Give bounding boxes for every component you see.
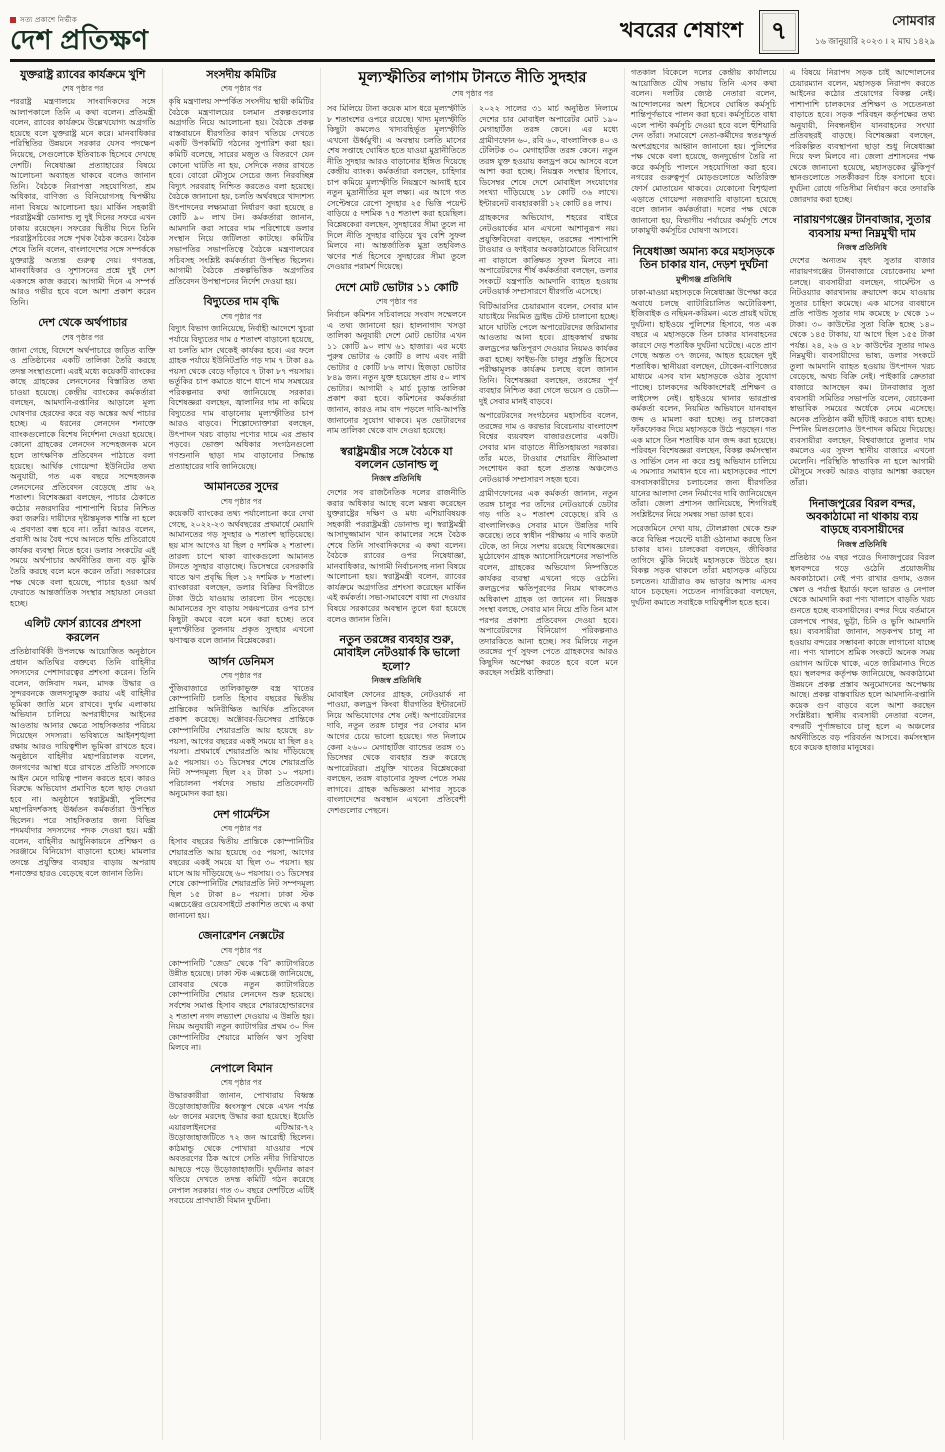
article-headline: নেপালে বিমান xyxy=(210,1062,273,1075)
article-headline: জেনারেশন নেক্সটের xyxy=(198,930,285,943)
article-body: গতকাল বিকেলে দলের কেন্দ্রীয় কার্যালয়ে আয়োজিত যৌথ সভায় তিনি এসব কথা বলেন। দলটির জ্যেষ্ঠ নেতারা বলেন, আন্দোলনের অংশ হিসেবে ঘোষিত কর্মসূচি শান্তিপূর্ণভাবে পালন করা হবে। কর্মসূচিতে বাধা এলে পাল্টা কর্মসূচি দেওয়া হবে বলে হুঁশিয়ারি দেন তাঁরা। সমাবেশে নেতা-কর্মীদের স্বতঃস্ফূর্ত অংশগ্রহণের আহ্বান জানানো হয়। পুলিশের পক্ষ থেকে বলা হয়েছে, জনদুর্ভোগ তৈরি না করে কর্মসূচি পালনে সহযোগিতা করা হবে। নগরের গুরুত্বপূর্ণ মোড়গুলোতে অতিরিক্ত ফোর্স মোতায়েন থাকবে। যেকোনো বিশৃঙ্খলা এড়াতে গোয়েন্দা নজরদারি বাড়ানো হয়েছে বলে জানান কর্মকর্তারা। দলের পক্ষ থেকে জানানো হয়, বিভাগীয় পর্যায়ের কর্মসূচি শেষে ঢাকামুখী কর্মসূচির ঘোষণা আসবে। xyxy=(631,68,777,236)
article-headline: আমানতের সুদের xyxy=(204,481,279,494)
article-headline: দেশে মোট ভোটার ১১ কোটি xyxy=(335,281,458,294)
article-byline: নিজস্ব প্রতিনিধি xyxy=(837,242,887,252)
date-block xyxy=(815,12,935,52)
article-body: পুঁজিবাজারে তালিকাভুক্ত বস্ত্র খাতের কোম্পানিটি চলতি হিসাব বছরের দ্বিতীয় প্রান্তিকের অনিরীক্ষিত আর্থিক প্রতিবেদন প্রকাশ করেছে। অক্টোবর-ডিসেম্বর প্রান্তিকে কোম্পানিটির শেয়ারপ্রতি আয় হয়েছে ৪৮ পয়সা, আগের বছরের একই সময়ে যা ছিল ৪২ পয়সা। প্রথমার্ধে শেয়ারপ্রতি আয় দাঁড়িয়েছে ৯৫ পয়সায়। ৩১ ডিসেম্বর শেষে শেয়ারপ্রতি নিট সম্পদমূল্য ছিল ২২ টাকা ১০ পয়সা। পরিচালনা পর্ষদের সভায় প্রতিবেদনটি অনুমোদন করা হয়। xyxy=(168,683,314,799)
column-divider xyxy=(472,104,473,1440)
column-divider xyxy=(320,68,321,1440)
article-body: অপারেটরদের সংগঠনের মহাসচিব বলেন, তরঙ্গের দাম ও করভার বিবেচনায় বাংলাদেশ বিশ্বের ব্যয়বহুল বাজারগুলোর একটি। সেবার মান বাড়াতে নীতিসহায়তা দরকার। তাঁর মতে, টাওয়ার শেয়ারিং নীতিমালা সংশোধন করা হলে প্রত্যন্ত অঞ্চলেও নেটওয়ার্ক সম্প্রসারণ সহজ হবে। xyxy=(479,411,618,484)
article-body: বিদ্যুৎ বিভাগ জানিয়েছে, নির্বাহী আদেশে খুচরা পর্যায়ে বিদ্যুতের দাম ৫ শতাংশ বাড়ানো হয়েছে, যা চলতি মাস থেকেই কার্যকর হবে। এর ফলে গ্রাহক পর্যায়ে ইউনিটপ্রতি গড় দাম ৭ টাকা ৪৯ পয়সা থেকে বেড়ে দাঁড়াবে ৭ টাকা ৮৭ পয়সায়। ভর্তুকির চাপ কমাতে ধাপে ধাপে দাম সমন্বয়ের পরিকল্পনার কথা জানিয়েছে সরকার। বিশেষজ্ঞরা বলছেন, জ্বালানির দাম না কমিয়ে বিদ্যুতের দাম বাড়ানোয় মূল্যস্ফীতির চাপ আরও বাড়বে। শিল্পোদ্যোক্তারা বলছেন, উৎপাদন খরচ বাড়ায় পণ্যের দামে এর প্রভাব পড়বে। ভোক্তা অধিকার সংগঠনগুলো গণশুনানি ছাড়া দাম বাড়ানোর সিদ্ধান্ত প্রত্যাহারের দাবি জানিয়েছে। xyxy=(168,324,314,471)
column-divider xyxy=(624,68,625,1440)
article-body: বিটিআরসির চেয়ারম্যান বলেন, সেবার মান যাচাইয়ে নিয়মিত ড্রাইভ টেস্ট চালানো হচ্ছে। মানে ঘাটতি পেলে অপারেটরদের জরিমানার আওতায় আনা হবে। গ্রাহকস্বার্থ রক্ষায় কলড্রপের ক্ষতিপূরণ দেওয়ার নিয়মও কার্যকর করা হচ্ছে। ফাইভ-জি চালুর প্রস্তুতি হিসেবে পরীক্ষামূলক কার্যক্রম চলছে বলে জানান তিনি। বিশেষজ্ঞরা বলছেন, তরঙ্গের পূর্ণ ব্যবহার নিশ্চিত করা গেলে ভয়েস ও ডেটা— দুই সেবার মানই বাড়বে। xyxy=(479,301,618,406)
article-body: কোম্পানিটি “জেড” থেকে “বি” ক্যাটাগরিতে উন্নীত হয়েছে। ঢাকা স্টক এক্সচেঞ্জ জানিয়েছে, রোববার থেকে নতুন ক্যাটাগরিতে কোম্পানিটির শেয়ার লেনদেন শুরু হয়েছে। সর্বশেষ সমাপ্ত হিসাব বছরে শেয়ারহোল্ডারদের ২ শতাংশ নগদ লভ্যাংশ দেওয়ায় এ উন্নতি হয়। নিয়ম অনুযায়ী নতুন ক্যাটাগরির প্রথম ৩০ দিন কোম্পানিটির শেয়ারে মার্জিন ঋণ সুবিধা মিলবে না। xyxy=(168,958,314,1053)
page-number-box xyxy=(759,10,799,54)
weekday: সোমবার xyxy=(891,13,935,28)
article-byline: মুন্সীগঞ্জ প্রতিনিধি xyxy=(676,274,732,284)
article-body: এ বিষয়ে নিরাপদ সড়ক চাই আন্দোলনের চেয়ারম্যান বলেন, মহাসড়ক নিরাপদ করতে আইনের কঠোর প্রয়োগের বিকল্প নেই। পাশাপাশি চালকদের প্রশিক্ষণ ও সচেতনতা বাড়াতে হবে। সড়ক পরিবহন কর্তৃপক্ষের তথ্য অনুযায়ী, নিবন্ধনহীন যানবাহনের সংখ্যা প্রতিবছরই বাড়ছে। বিশেষজ্ঞরা বলছেন, পরিকল্পিত ব্যবস্থাপনা ছাড়া শুধু নিষেধাজ্ঞা দিয়ে ফল মিলবে না। জেলা প্রশাসনের পক্ষ থেকে জানানো হয়েছে, মহাসড়কের ঝুঁকিপূর্ণ স্থানগুলোতে সতর্কীকরণ চিহ্ন বসানো হবে। দুর্ঘটনা রোধে গতিসীমা নির্ধারণ করে তদারকি জোরদার করা হচ্ছে। xyxy=(789,68,935,204)
section-title: খবরের শেষাংশ xyxy=(619,18,743,42)
article-body: ঢাকা-মাওয়া মহাসড়কে নিষেধাজ্ঞা উপেক্ষা করে অবাধে চলছে ব্যাটারিচালিত অটোরিকশা, ইজিবাইক ও নছিমন-করিমন। এতে প্রায়ই ঘটছে দুর্ঘটনা। হাইওয়ে পুলিশের হিসাবে, গত এক বছরে এ মহাসড়কে তিন চাকার যানবাহনের কারণে দেড় শতাধিক দুর্ঘটনা ঘটেছে। এতে প্রাণ গেছে অন্তত ৩৭ জনের, আহত হয়েছেন দুই শতাধিক। স্থানীয়রা বলছেন, টোকেন-বাণিজ্যের মাধ্যমে এসব যান মহাসড়কে ওঠার সুযোগ পাচ্ছে। চালকদের অধিকাংশেরই প্রশিক্ষণ ও লাইসেন্স নেই। হাইওয়ে থানার ভারপ্রাপ্ত কর্মকর্তা বলেন, নিয়মিত অভিযানে যানবাহন জব্দ ও মামলা করা হচ্ছে। তবু চালকেরা ফাঁকফোকর দিয়ে মহাসড়কে উঠে পড়ছেন। গত এক মাসে তিন শতাধিক যান জব্দ করা হয়েছে। পরিবহন বিশেষজ্ঞরা বলছেন, বিকল্প কর্মসংস্থান ও সার্ভিস লেন না করে শুধু অভিযান চালিয়ে এ সমস্যার সমাধান হবে না। মহাসড়কের পাশে বসবাসকারীদের চলাচলের জন্য ধীরগতির যানের আলাদা লেন নির্মাণের দাবি জানিয়েছেন তাঁরা। জেলা প্রশাসন জানিয়েছে, শিগগিরই সংশ্লিষ্টদের নিয়ে সমন্বয় সভা ডাকা হবে। xyxy=(631,288,777,519)
article-byline: নিজস্ব প্রতিনিধি xyxy=(371,676,422,686)
article-body: দেশের অন্যতম বৃহৎ সুতার বাজার নারায়ণগঞ্জের টানবাজারে বেচাকেনায় মন্দা চলছে। ব্যবসায়ীরা বলছেন, গার্মেন্টস ও নিটওয়্যার কারখানায় ক্রয়াদেশ কমে যাওয়ায় সুতার চাহিদা কমেছে। এক মাসের ব্যবধানে প্রতি পাউন্ড সুতার দাম কমেছে ৮ থেকে ১০ টাকা। ৩০ কাউন্টের সুতা বিক্রি হচ্ছে ১৪০ থেকে ১৪৫ টাকায়, যা আগে ছিল ১৫৫ টাকা পর্যন্ত। ২৪, ২৬ ও ২৮ কাউন্টের সুতার দামও নিম্নমুখী। ব্যবসায়ীদের ভাষ্য, ডলার সংকটে তুলা আমদানি ব্যাহত হওয়ায় উৎপাদন খরচ বেড়েছে, অথচ বিক্রি নেই। পাইকারি ক্রেতারা বাজারে আসছেন কম। টানবাজার সুতা ব্যবসায়ী সমিতির সভাপতি বলেন, বেচাকেনা স্বাভাবিক সময়ের অর্ধেকে নেমে এসেছে। অনেক প্রতিষ্ঠান কর্মী ছাঁটাই করতে বাধ্য হচ্ছে। স্পিনিং মিলগুলোও উৎপাদন কমিয়ে দিয়েছে। ব্যবসায়ীরা বলছেন, বিশ্ববাজারে তুলার দাম কমলেও এর সুফল স্থানীয় বাজারে এখনো মেলেনি। পরিস্থিতি স্বাভাবিক না হলে আগামী মৌসুমে সংকট আরও বাড়ার আশঙ্কা করছেন তাঁরা। xyxy=(789,256,935,487)
header-right xyxy=(620,10,935,54)
article-columns xyxy=(10,62,935,1440)
date-line: ১৬ জানুয়ারি ২০২৩ । ২ মাঘ ১৪২৯ xyxy=(814,36,935,46)
article-body: গ্রামীণফোনের এক কর্মকর্তা জানান, নতুন তরঙ্গ চালুর পর তাঁদের নেটওয়ার্কে ডেটার গড় গতি ২০ শতাংশ বেড়েছে। রবি ও বাংলালিংকও সেবার মানে উন্নতির দাবি করেছে। তবে স্বাধীন পরীক্ষায় এ দাবি কতটা টেকে, তা নিয়ে সংশয় রয়েছে বিশেষজ্ঞদের। মুঠোফোন গ্রাহক অ্যাসোসিয়েশনের সভাপতি বলেন, গ্রাহকের অভিযোগ নিষ্পত্তিতে কার্যকর ব্যবস্থা এখনো গড়ে ওঠেনি। কলড্রপের ক্ষতিপূরণের নিয়ম থাকলেও অধিকাংশ গ্রাহক তা জানেন না। নিয়ন্ত্রক সংস্থা বলছে, সেবার মান নিয়ে প্রতি তিন মাস পরপর প্রকাশ্য প্রতিবেদন দেওয়া হবে। অপারেটরদের বিনিয়োগ পরিকল্পনাও তদারকিতে আনা হচ্ছে। সব মিলিয়ে নতুন তরঙ্গের পূর্ণ সুফল পেতে গ্রাহকদের আরও কিছুদিন অপেক্ষা করতে হবে বলে মনে করছেন সংশ্লিষ্ট ব্যক্তিরা। xyxy=(479,489,618,678)
article-headline: স্বরাষ্ট্রমন্ত্রীর সঙ্গে বৈঠকে যা বললেন ডোনাল্ড লু xyxy=(340,445,453,472)
article-headline: দেশ গার্মেন্টস xyxy=(212,808,270,821)
continuation-note: শেষ পৃষ্ঠার পর xyxy=(62,84,104,94)
article-body: দেশের সব রাজনৈতিক দলের রাজনীতি করার অধিকার আছে বলে মন্তব্য করেছেন যুক্তরাষ্ট্রের দক্ষিণ ও মধ্য এশিয়াবিষয়ক সহকারী পররাষ্ট্রমন্ত্রী ডোনাল্ড লু। স্বরাষ্ট্রমন্ত্রী আসাদুজ্জামান খান কামালের সঙ্গে বৈঠক শেষে তিনি সাংবাদিকদের এ কথা বলেন। বৈঠকে র‍্যাবের ওপর নিষেধাজ্ঞা, মানবাধিকার, আগামী নির্বাচনসহ নানা বিষয়ে আলোচনা হয়। স্বরাষ্ট্রমন্ত্রী বলেন, র‍্যাবের কার্যক্রমে অগ্রগতির প্রশংসা করেছেন মার্কিন এই কর্মকর্তা। সভা-সমাবেশে বাধা না দেওয়ার বিষয়ে সরকারের অবস্থান তুলে ধরা হয়েছে বলেও জানান তিনি। xyxy=(327,487,466,624)
article-body: জানা গেছে, বিদেশে অর্থপাচারে জড়িত ব্যক্তি ও প্রতিষ্ঠানের একটি তালিকা তৈরি করছে তদন্ত সংস্থাগুলো। এরই মধ্যে কয়েকটি ব্যাংকের কাছে গ্রাহকের লেনদেনের বিস্তারিত তথ্য চাওয়া হয়েছে। কেন্দ্রীয় ব্যাংকের কর্মকর্তারা বলছেন, আমদানি-রপ্তানির আড়ালে মূল্য ঘোষণার হেরফের করে বড় অঙ্কের অর্থ পাচার হচ্ছে। এ ধরনের লেনদেন শনাক্তে ব্যাংকগুলোকে বিশেষ নির্দেশনা দেওয়া হয়েছে। কোনো গ্রাহকের লেনদেন সন্দেহজনক মনে হলে তাৎক্ষণিক প্রতিবেদন পাঠাতে বলা হয়েছে। আর্থিক গোয়েন্দা ইউনিটের তথ্য অনুযায়ী, গত এক বছরে সন্দেহজনক লেনদেনের প্রতিবেদন বেড়েছে প্রায় ৬২ শতাংশ। বিশেষজ্ঞরা বলছেন, পাচার ঠেকাতে কঠোর নজরদারির পাশাপাশি বিচার নিশ্চিত করা জরুরি। দায়ীদের দৃষ্টান্তমূলক শাস্তি না হলে এ প্রবণতা বন্ধ হবে না। তাঁরা আরও বলেন, প্রবাসী আয় বৈধ পথে আনতে হুন্ডি প্রতিরোধে কার্যকর ব্যবস্থা নিতে হবে। ডলার সংকটের এই সময়ে অর্থপাচার অর্থনীতির জন্য বড় ঝুঁকি তৈরি করছে বলে মনে করেন তাঁরা। সরকারের পক্ষ থেকে বলা হয়েছে, পাচার হওয়া অর্থ ফেরাতে আন্তর্জাতিক সংস্থার সহায়তা নেওয়া হচ্ছে। xyxy=(10,345,156,608)
article-body: ২০২২ সালের ৩১ মার্চ অনুষ্ঠিত নিলামে দেশের চার মোবাইল অপারেটর মোট ১৯০ মেগাহার্টজ তরঙ্গ কেনে। এর মধ্যে গ্রামীণফোন ৬০, রবি ৬০, বাংলালিংক ৪০ ও টেলিটক ৩০ মেগাহার্টজ তরঙ্গ কেনে। নতুন তরঙ্গ যুক্ত হওয়ায় কলড্রপ কমে আসবে বলে আশা করা হচ্ছে। নিয়ন্ত্রক সংস্থার হিসাবে, ডিসেম্বর শেষে দেশে মোবাইল সংযোগের সংখ্যা দাঁড়িয়েছে ১৮ কোটি ৩৬ লাখে। ইন্টারনেট ব্যবহারকারী ১২ কোটি ৪৪ লাখ। xyxy=(479,104,618,208)
masthead xyxy=(10,14,148,54)
continuation-note: শেষ পৃষ্ঠার পর xyxy=(220,84,262,94)
continuation-note: শেষ পৃষ্ঠার পর xyxy=(375,297,418,307)
center-spread xyxy=(327,68,618,1440)
article-headline: দিনাজপুরের বিরল বন্দর, অবকাঠামো না থাকায় ব্যয় বাড়ছে ব্যবসায়ীদের xyxy=(806,497,919,537)
article-body: পররাষ্ট্র মন্ত্রণালয়ে সাংবাদিকদের সঙ্গে আলাপকালে তিনি এ কথা বলেন। প্রতিমন্ত্রী বলেন, র‍্যাবের কার্যক্রমে উল্লেখযোগ্য অগ্রগতি হয়েছে বলে যুক্তরাষ্ট্র মনে করে। মানবাধিকার পরিস্থিতির উন্নয়নে সরকার যেসব পদক্ষেপ নিয়েছে, সেগুলোকে ইতিবাচক হিসেবে দেখছে দেশটি। নিষেধাজ্ঞা প্রত্যাহারের বিষয়ে আলোচনা অব্যাহত থাকবে বলেও জানান তিনি। বৈঠকে নিরাপত্তা সহযোগিতা, শ্রম অধিকার, বাণিজ্য ও বিনিয়োগসহ দ্বিপক্ষীয় নানা বিষয়ে আলোচনা হয়। মার্কিন সহকারী পররাষ্ট্রমন্ত্রী ডোনাল্ড লু দুই দিনের সফরে এখন ঢাকায় রয়েছেন। সফরের দ্বিতীয় দিনে তিনি পররাষ্ট্রসচিবের সঙ্গে পৃথক বৈঠক করেন। বৈঠক শেষে তিনি বলেন, বাংলাদেশের সঙ্গে সম্পর্ককে যুক্তরাষ্ট্র অত্যন্ত গুরুত্ব দেয়। গণতন্ত্র, মানবাধিকার ও সুশাসনের প্রশ্নে দুই দেশ একসঙ্গে কাজ করবে। আগামী দিনে এ সম্পর্ক আরও গভীর হবে বলে আশা প্রকাশ করেন তিনি। xyxy=(10,97,156,307)
column-divider xyxy=(162,68,163,1440)
continuation-note: শেষ পৃষ্ঠার পর xyxy=(220,945,262,955)
continuation-note: শেষ পৃষ্ঠার পর xyxy=(451,89,494,98)
continuation-note: শেষ পৃষ্ঠার পর xyxy=(220,670,262,680)
article-body: হিসাব বছরের দ্বিতীয় প্রান্তিকে কোম্পানিটির শেয়ারপ্রতি আয় হয়েছে ৩৫ পয়সা, আগের বছরের একই সময়ে যা ছিল ৩০ পয়সা। ছয় মাসে আয় দাঁড়িয়েছে ৬০ পয়সায়। ৩১ ডিসেম্বর শেষে কোম্পানিটির শেয়ারপ্রতি নিট সম্পদমূল্য ছিল ১৫ টাকা ৪০ পয়সা। ঢাকা স্টক এক্সচেঞ্জের ওয়েবসাইটে প্রকাশিত তথ্যে এ কথা জানানো হয়। xyxy=(168,837,314,920)
article-headline: এলিট ফোর্স র‍্যাবের প্রশংসা করলেন xyxy=(24,618,142,644)
article-body: মোবাইল ফোনের গ্রাহক, নেটওয়ার্ক না পাওয়া, কলড্রপ কিংবা ধীরগতির ইন্টারনেট নিয়ে অভিযোগের শেষ নেই। অপারেটরদের দাবি, নতুন তরঙ্গ চালুর পর সেবার মান আগের চেয়ে ভালো হয়েছে। গত নিলামে কেনা ২৬০০ মেগাহার্টজ ব্যান্ডের তরঙ্গ ৩১ ডিসেম্বর থেকে ব্যবহার শুরু করেছে অপারেটররা। প্রযুক্তি খাতের বিশ্লেষকেরা বলছেন, তরঙ্গ বাড়ানোর সুফল পেতে সময় লাগবে। গ্রাহক অভিজ্ঞতা মাপার সূচকে বাংলাদেশের অবস্থান এখনো প্রতিবেশী দেশগুলোর পেছনে। xyxy=(327,689,466,815)
article-body: নির্বাচন কমিশন সচিবালয়ে সংবাদ সম্মেলনে এ তথ্য জানানো হয়। হালনাগাদ খসড়া তালিকা অনুযায়ী দেশে মোট ভোটার এখন ১১ কোটি ৯০ লাখ ৬১ হাজার। এর মধ্যে পুরুষ ভোটার ৬ কোটি ৪ লাখ এবং নারী ভোটার ৫ কোটি ৮৬ লাখ। হিজড়া ভোটার ৮৪৯ জন। নতুন যুক্ত হয়েছেন প্রায় ৫০ লাখ ভোটার। আগামী ২ মার্চ চূড়ান্ত তালিকা প্রকাশ করা হবে। কমিশনের কর্মকর্তারা জানান, কারও নাম বাদ পড়লে দাবি-আপত্তি জানানোর সুযোগ থাকবে। মৃত ভোটারদের নাম তালিকা থেকে বাদ দেওয়া হয়েছে। xyxy=(327,310,466,436)
continuation-note: শেষ পৃষ্ঠার পর xyxy=(220,496,262,506)
column-6 xyxy=(790,68,936,1440)
article-headline: দেশ থেকে অর্থপাচার xyxy=(38,317,128,330)
article-headline: নতুন তরঙ্গের ব্যবহার শুরু, মোবাইল নেটওয়ার্ক কি ভালো হলো? xyxy=(333,634,460,673)
article-body: কয়েকটি ব্যাংকের তথ্য পর্যালোচনা করে দেখা গেছে, ২০২২-২৩ অর্থবছরের প্রথমার্ধে মেয়াদি আমানতের গড় সুদহার ৬ শতাংশ ছাড়িয়েছে। ছয় মাস আগেও যা ছিল ৫ দশমিক ২ শতাংশ। তারল্য চাপে থাকা ব্যাংকগুলো আমানত টানতে সুদহার বাড়াচ্ছে। ডিসেম্বরে বেসরকারি খাতে ঋণ প্রবৃদ্ধি ছিল ১২ দশমিক ৮ শতাংশ। ব্যাংকাররা বলছেন, ডলার বিক্রির বিপরীতে টাকা উঠে যাওয়ায় তারল্যে টান পড়েছে। আমানতের সুদ বাড়ায় সঞ্চয়পত্রের ওপর চাপ কিছুটা কমবে বলে মনে করা হচ্ছে। তবে মূল্যস্ফীতির তুলনায় প্রকৃত সুদহার এখনো ঋণাত্মক বলে জানান বিশ্লেষকেরা। xyxy=(168,509,314,645)
article-body: প্রতিষ্ঠাবার্ষিকী উপলক্ষে আয়োজিত অনুষ্ঠানে প্রধান অতিথির বক্তব্যে তিনি বাহিনীর সদস্যদের পেশাদারত্বের প্রশংসা করেন। তিনি বলেন, জঙ্গিবাদ দমন, মাদক উদ্ধার ও সুন্দরবনকে জলদস্যুমুক্ত করায় এই বাহিনীর ভূমিকা জাতি মনে রাখবে। দুর্গম এলাকায় অভিযান চালিয়ে অপরাধীদের আইনের আওতায় আনার ক্ষেত্রে সাহসিকতার পরিচয় দিয়েছেন সদস্যরা। ভবিষ্যতে আইনশৃঙ্খলা রক্ষায় আরও দায়িত্বশীল ভূমিকা রাখতে হবে। অনুষ্ঠানে বাহিনীর মহাপরিচালক বলেন, জনগণের আস্থা ধরে রাখতে প্রতিটি সদস্যকে আইন মেনে দায়িত্ব পালন করতে হবে। কারও বিরুদ্ধে অভিযোগ প্রমাণিত হলে ছাড় দেওয়া হবে না। অনুষ্ঠানে স্বরাষ্ট্রমন্ত্রী, পুলিশের মহাপরিদর্শকসহ ঊর্ধ্বতন কর্মকর্তারা উপস্থিত ছিলেন। পরে সাহসিকতার জন্য বিভিন্ন পদমর্যাদার সদস্যদের পদক দেওয়া হয়। মন্ত্রী বলেন, বাহিনীর আধুনিকায়নে প্রশিক্ষণ ও সরঞ্জামে বিনিয়োগ বাড়ানো হচ্ছে। মামলার তদন্তে প্রযুক্তির ব্যবহার বাড়ায় অপরাধ শনাক্তের হারও বেড়েছে বলে জানান তিনি। xyxy=(10,647,156,878)
article-headline: নিষেধাজ্ঞা অমান্য করে মহাসড়কে তিন চাকার যান, দেড়শ দুর্ঘটনা xyxy=(633,245,775,272)
article-headline: সংসদীয় কমিটির xyxy=(206,69,277,81)
column-2 xyxy=(169,68,315,1440)
continuation-note: শেষ পৃষ্ঠার পর xyxy=(220,1078,262,1088)
column-1 xyxy=(10,68,156,1440)
lead-headline: মূল্যস্ফীতির লাগাম টানতে নীতি সুদহার xyxy=(358,69,587,86)
article-byline: নিজস্ব প্রতিনিধি xyxy=(837,539,887,549)
article-body: প্রতিষ্ঠার ৩৬ বছর পরেও দিনাজপুরের বিরল স্থলবন্দরে গড়ে ওঠেনি প্রয়োজনীয় অবকাঠামো। নেই পণ্য রাখার গুদাম, ওজন স্কেল ও পর্যাপ্ত ইয়ার্ড। ফলে ভারত ও নেপাল থেকে আমদানি করা পণ্য খালাসে বাড়তি খরচ গুনতে হচ্ছে ব্যবসায়ীদের। বন্দর দিয়ে বর্তমানে রেলপথে পাথর, ভুট্টা, চিনি ও ভুসি আমদানি হয়। ব্যবসায়ীরা জানান, সড়কপথ চালু না হওয়ায় বন্দরের সম্ভাবনা কাজে লাগানো যাচ্ছে না। পণ্য খালাসে শ্রমিক সংকটে অনেক সময় ওয়াগন আটকে থাকে, এতে জরিমানাও দিতে হয়। স্থলবন্দর কর্তৃপক্ষ জানিয়েছে, অবকাঠামো উন্নয়নে প্রকল্প প্রস্তাব অনুমোদনের অপেক্ষায় আছে। প্রকল্প বাস্তবায়িত হলে আমদানি-রপ্তানি কয়েক গুণ বাড়বে বলে আশা করছেন সংশ্লিষ্টরা। স্থানীয় ব্যবসায়ী নেতারা বলেন, বন্দরটি পূর্ণাঙ্গভাবে চালু হলে এ অঞ্চলের অর্থনীতিতে বড় পরিবর্তন আসবে। কর্মসংস্থান হবে কয়েক হাজার মানুষের। xyxy=(789,553,935,753)
article-headline: নারায়ণগঞ্জের টানবাজার, সুতার ব্যবসায় মন্দা নিম্নমুখী দাম xyxy=(793,214,931,240)
article-byline: নিজস্ব প্রতিনিধি xyxy=(371,474,422,484)
article-headline: আর্গন ডেনিমস xyxy=(208,655,274,668)
column-5 xyxy=(631,68,777,1440)
continuation-note: শেষ পৃষ্ঠার পর xyxy=(220,824,262,834)
page-number: ৭ xyxy=(770,16,787,45)
article-body: কৃষি মন্ত্রণালয় সম্পর্কিত সংসদীয় স্থায়ী কমিটির বৈঠকে মন্ত্রণালয়ের চলমান প্রকল্পগুলোর অগ্রগতি নিয়ে আলোচনা হয়। বৈঠকে প্রকল্প বাস্তবায়নে ধীরগতির কারণ খতিয়ে দেখতে একটি উপকমিটি গঠনের সুপারিশ করা হয়। কমিটি বলেছে, সারের মজুত ও বিতরণে যেন কোনো ঘাটতি না হয়, সেদিকে নজর রাখতে হবে। বোরো মৌসুমে সেচের জন্য নিরবচ্ছিন্ন বিদ্যুৎ সরবরাহ নিশ্চিত করতেও বলা হয়েছে। বৈঠকে জানানো হয়, চলতি অর্থবছরে খাদ্যশস্য উৎপাদনের লক্ষ্যমাত্রা নির্ধারণ করা হয়েছে ৪ কোটি ৯০ লাখ টন। কর্মকর্তারা জানান, আমদানি করা সারের দাম পরিশোধে ডলার সংস্থান নিয়ে জটিলতা কাটছে। কমিটির সভাপতির সভাপতিত্বে বৈঠকে মন্ত্রণালয়ের সচিবসহ সংশ্লিষ্ট কর্মকর্তারা উপস্থিত ছিলেন। আগামী বৈঠকে প্রকল্পভিত্তিক অগ্রগতির প্রতিবেদন উপস্থাপনের নির্দেশ দেওয়া হয়। xyxy=(168,97,314,286)
article-headline: বিদ্যুতের দাম বৃদ্ধি xyxy=(203,296,279,309)
masthead-tagline-text: সত্য প্রকাশে নির্ভীক xyxy=(20,17,78,24)
article-headline: যুক্তরাষ্ট্র র‍্যাবের কার্যক্রমে খুশি xyxy=(20,69,146,81)
page-header xyxy=(10,6,935,62)
article-body: উদ্ধারকারীরা জানান, পোখারায় বিধ্বস্ত উড়োজাহাজটির ধ্বংসস্তূপ থেকে এখন পর্যন্ত ৬৮ জনের মরদেহ উদ্ধার করা হয়েছে। ইয়েতি এয়ারলাইনসের এটিআর-৭২ উড়োজাহাজটিতে ৭২ জন আরোহী ছিলেন। কাঠমান্ডু থেকে পোখারা যাওয়ার পথে অবতরণের ঠিক আগে সেতি নদীর গিরিখাতে আছড়ে পড়ে উড়োজাহাজটি। দুর্ঘটনার কারণ খতিয়ে দেখতে তদন্ত কমিটি গঠন করেছে নেপাল সরকার। গত ৩০ বছরে দেশটিতে এটিই সবচেয়ে প্রাণঘাতী বিমান দুর্ঘটনা। xyxy=(168,1091,314,1206)
article-body: সব মিলিয়ে টানা কয়েক মাস ধরে মূল্যস্ফীতি ৮ শতাংশের ওপরে রয়েছে। খাদ্য মূল্যস্ফীতি কিছুটা কমলেও খাদ্যবহির্ভূত মূল্যস্ফীতি এখনো ঊর্ধ্বমুখী। এ অবস্থায় চলতি মাসের শেষ সপ্তাহে ঘোষিত হতে যাওয়া মুদ্রানীতিতে নীতি সুদহার আরও বাড়ানোর ইঙ্গিত দিয়েছে কেন্দ্রীয় ব্যাংক। কর্মকর্তারা বলছেন, চাহিদার চাপ কমিয়ে মূল্যস্ফীতি নিয়ন্ত্রণে আনাই হবে নতুন মুদ্রানীতির মূল লক্ষ্য। এর আগে গত সেপ্টেম্বরে রেপো সুদহার ২৫ ভিত্তি পয়েন্ট বাড়িয়ে ৫ দশমিক ৭৫ শতাংশ করা হয়েছিল। বিশ্লেষকেরা বলছেন, সুদহারের সীমা তুলে না দিলে নীতি সুদহার বাড়িয়ে খুব বেশি সুফল মিলবে না। আন্তর্জাতিক মুদ্রা তহবিলও ঋণের শর্ত হিসেবে সুদহারের সীমা তুলে দেওয়ার পরামর্শ দিয়েছে। xyxy=(327,104,466,272)
article-body: গ্রাহকদের অভিযোগ, শহরের বাইরে নেটওয়ার্কের মান এখনো আশানুরূপ নয়। প্রযুক্তিবিদেরা বলছেন, তরঙ্গের পাশাপাশি টাওয়ার ও ফাইবার অবকাঠামোতে বিনিয়োগ না বাড়ালে কাঙ্ক্ষিত সুফল মিলবে না। অপারেটরদের শীর্ষ কর্মকর্তারা বলছেন, ডলার সংকটে যন্ত্রপাতি আমদানি ব্যাহত হওয়ায় নেটওয়ার্ক সম্প্রসারণে ধীরগতি এসেছে। xyxy=(479,213,618,297)
article-body: সরেজমিনে দেখা যায়, টোলপ্লাজা থেকে শুরু করে বিভিন্ন পয়েন্টে যাত্রী ওঠানামা করছে তিন চাকার যান। চালকেরা বলছেন, জীবিকার তাগিদে ঝুঁকি নিয়েই মহাসড়কে উঠতে হয়। বিকল্প সড়ক থাকলে তাঁরা মহাসড়ক এড়িয়ে চলতেন। যাত্রীরাও কম ভাড়ার আশায় এসব যানে চড়ছেন। সচেতন নাগরিকেরা বলছেন, দুর্ঘটনা কমাতে সবাইকে দায়িত্বশীল হতে হবে। xyxy=(631,524,777,607)
continuation-note: শেষ পৃষ্ঠার পর xyxy=(220,311,262,321)
newspaper-title: দেশ প্রতিক্ষণ xyxy=(10,25,149,55)
column-4 xyxy=(479,104,618,1440)
continuation-note: শেষ পৃষ্ঠার পর xyxy=(62,332,104,342)
center-spread-columns xyxy=(327,104,618,1440)
masthead-accent-mark-icon xyxy=(10,17,16,23)
column-3 xyxy=(327,104,466,1440)
column-divider xyxy=(783,68,784,1440)
